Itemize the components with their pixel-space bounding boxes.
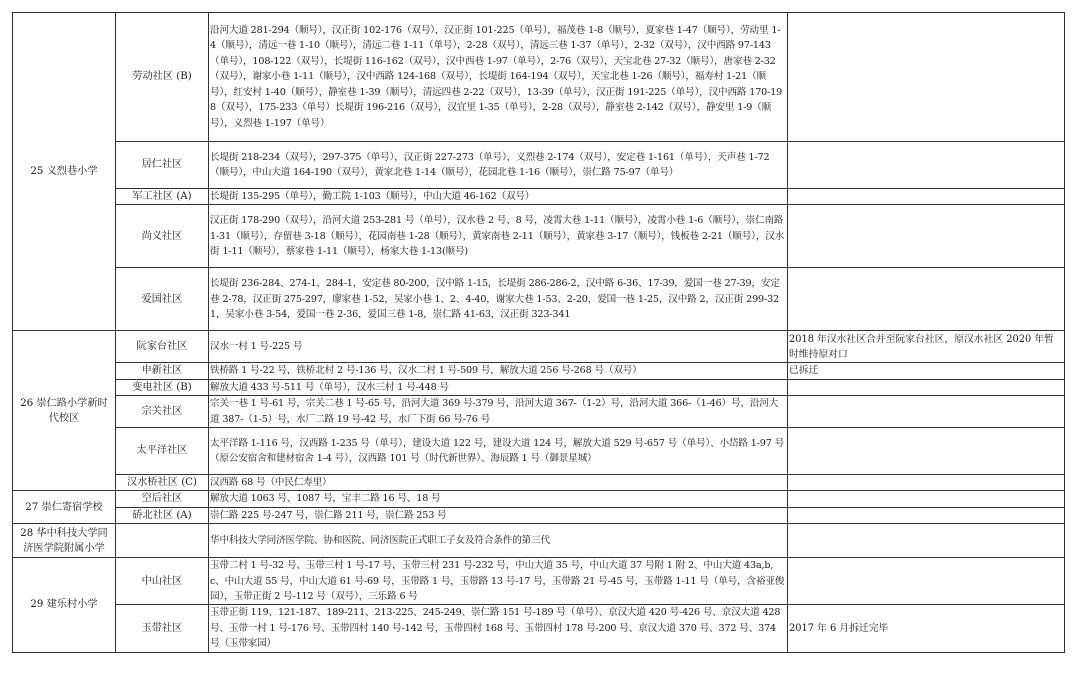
table-row [13, 605, 1065, 652]
address-cell: 玉带正街 119、121-187、189-211、213-225、245-249、崇仁路 151 号-189 号（单号）、京汉大道 420 号-426 号、京汉大道 428 号、玉带一村 1 号-176 号、玉带四村 140 号-142 号，玉带四村 168 号、玉带四村 178 号-200 号、京汉大道 370 号、372 号、374 号（玉带家园） [209, 605, 788, 652]
address-cell: 宗关一巷 1 号-61 号，宗关二巷 1 号-65 号，沿河大道 369 号-379 号，沿河大道 367-（1-2）号，沿河大道 366-（1-46）号，沿河大道 387-（1-5）号，水厂二路 19 号-42 号，水厂下街 66 号-76 号 [209, 396, 788, 428]
table-row [13, 507, 1065, 523]
community-cell: 硚北社区 (A) [116, 507, 209, 523]
table-row [13, 428, 1065, 475]
note-cell [788, 524, 1065, 558]
community-cell: 申新社区 [116, 363, 209, 379]
note-cell [788, 396, 1065, 428]
address-cell: 解放大道 1063 号、1087 号，宝丰二路 16 号、18 号 [209, 491, 788, 507]
community-cell: 玉带社区 [116, 605, 209, 652]
note-cell [788, 13, 1065, 142]
table-row [13, 524, 1065, 558]
note-cell [788, 558, 1065, 605]
note-cell [788, 189, 1065, 205]
community-cell: 中山社区 [116, 558, 209, 605]
table-row [13, 189, 1065, 205]
address-cell: 汉西路 68 号（中民仁寿里） [209, 475, 788, 491]
community-cell: 太平洋社区 [116, 428, 209, 475]
community-cell: 空后社区 [116, 491, 209, 507]
school-cell: 28 华中科技大学同济医学院附属小学 [13, 524, 116, 558]
community-cell: 尚义社区 [116, 205, 209, 268]
community-cell: 汉水桥社区 (C) [116, 475, 209, 491]
note-cell: 2018 年汉水社区合并至阮家台社区，原汉水社区 2020 年暂时维持原对口 [788, 331, 1065, 363]
table-row [13, 142, 1065, 189]
table-row [13, 475, 1065, 491]
note-cell [788, 379, 1065, 395]
table-row [13, 331, 1065, 363]
note-cell: 2017 年 6 月拆迁完毕 [788, 605, 1065, 652]
address-cell: 崇仁路 225 号-247 号，崇仁路 211 号，崇仁路 253 号 [209, 507, 788, 523]
table-row [13, 363, 1065, 379]
note-cell [788, 475, 1065, 491]
community-cell: 爱国社区 [116, 268, 209, 331]
address-cell: 汉正街 178-290（双号），沿河大道 253-281 号（单号），汉水巷 2 号、8 号，凌霄大巷 1-11（顺号），凌霄小巷 1-6（顺号），崇仁南路 1-31（顺号），存留巷 3-18（顺号），花园南巷 1-28（顺号），黄家南巷 2-11（顺号），黄家巷 3-17（顺号），钱板巷 2-21（顺号），汉水街 1-11（顺号），蔡家巷 1-11（顺号），杨家大巷 1-13(顺号) [209, 205, 788, 268]
note-cell [788, 507, 1065, 523]
table-row [13, 396, 1065, 428]
school-district-table [12, 12, 1065, 653]
table-row [13, 379, 1065, 395]
address-cell: 玉带二村 1 号-32 号、玉带三村 1 号-17 号，玉带三村 231 号-232 号，中山大道 35 号，中山大道 37 号附 1 附 2、中山大道 43a,b,c、中山大道 55 号，中山大道 61 号-69 号，玉带路 1 号，玉带路 13 号-17 号，玉带路 21 号-45 号，玉带路 1-11 号（单号，含裕亚俊园），玉带正街 2 号-112 号（双号），三乐路 6 号 [209, 558, 788, 605]
address-cell: 长堤街 218-234（双号），297-375（单号），汉正街 227-273（单号），义烈巷 2-174（双号），安定巷 1-161（单号），天声巷 1-72（顺号），中山大道 164-190（双号），黄家北巷 1-14（顺号），花园北巷 1-16（顺号），崇仁路 75-97（单号） [209, 142, 788, 189]
school-cell: 29 建乐村小学 [13, 558, 116, 652]
address-cell: 沿河大道 281-294（顺号），汉正街 102-176（双号），汉正街 101-225（单号），福茂巷 1-8（顺号），夏家巷 1-47（顺号），劳动里 1-4（顺号），清远一巷 1-10（顺号），清远二巷 1-11（单号），2-28（双号），清远三巷 1-37（单号），2-32（双号），汉中西路 97-143（单号），108-122（双号），长堤街 116-162（双号），汉中西巷 1-97（单号），2-76（双号），天宝北巷 27-32（顺号），唐家巷 2-32（双号），谢家小巷 1-11（顺号），汉中西路 124-168（双号），长堤街 164-194（双号），天宝北巷 1-26（顺号），福寿村 1-21（顺号），红安村 1-40（顺号），静室巷 1-39（顺号），清远四巷 2-22（双号），13-39（单号），汉正街 191-225（单号），汉中西路 170-198（双号），175-233（单号）长堤街 196-216（双号），汉宜里 1-35（单号），2-28（双号），静室巷 2-142（双号），静安里 1-9（顺号），义烈巷 1-197（单号） [209, 13, 788, 142]
table-row [13, 13, 1065, 142]
table-row [13, 205, 1065, 268]
address-cell: 汉水一村 1 号-225 号 [209, 331, 788, 363]
community-cell: 宗关社区 [116, 396, 209, 428]
address-cell: 解放大道 433 号-511 号（单号），汉水三村 1 号-448 号 [209, 379, 788, 395]
community-cell: 劳动社区 (B) [116, 13, 209, 142]
note-cell [788, 491, 1065, 507]
school-cell: 25 义烈巷小学 [13, 13, 116, 331]
table-row [13, 491, 1065, 507]
address-cell: 铁桥路 1 号-22 号，铁桥北村 2 号-136 号，汉水二村 1 号-509 号，解放大道 256 号-268 号（双号） [209, 363, 788, 379]
address-cell: 太平洋路 1-116 号，汉西路 1-235 号（单号），建设大道 122 号，建设大道 124 号，解放大道 529 号-657 号（单号）、小岱路 1-97 号（原公安宿舍和建材宿舍 1-4 号），汉西路 101 号（时代新世界）、海辰路 1 号（御景星城） [209, 428, 788, 475]
table-row [13, 558, 1065, 605]
note-cell: 已拆迁 [788, 363, 1065, 379]
community-cell: 阮家台社区 [116, 331, 209, 363]
community-cell [116, 524, 209, 558]
address-cell: 华中科技大学同济医学院、协和医院、同济医院正式职工子女及符合条件的第三代 [209, 524, 788, 558]
address-cell: 长堤街 236-284、274-1、284-1，安定巷 80-200，汉中路 1-15，长堤街 286-286-2，汉中路 6-36、17-39，爱国一巷 27-39，安定巷 2-78，汉正街 275-297，廖家巷 1-52，吴家小巷 1、2、4-40，谢家大巷 1-53、2-20，爱国一巷 1-25，汉中路 2，汉正街 299-321，吴家小巷 3-54，爱国一巷 2-36，爱国三巷 1-8，崇仁路 41-63，汉正街 323-341 [209, 268, 788, 331]
school-cell: 26 崇仁路小学新时代校区 [13, 331, 116, 491]
community-cell: 居仁社区 [116, 142, 209, 189]
note-cell [788, 428, 1065, 475]
school-cell: 27 崇仁寄宿学校 [13, 491, 116, 524]
note-cell [788, 142, 1065, 189]
note-cell [788, 268, 1065, 331]
address-cell: 长堤街 135-295（单号），勤工院 1-103（顺号），中山大道 46-162（双号） [209, 189, 788, 205]
community-cell: 变电社区 (B) [116, 379, 209, 395]
table-row [13, 268, 1065, 331]
community-cell: 军工社区 (A) [116, 189, 209, 205]
note-cell [788, 205, 1065, 268]
